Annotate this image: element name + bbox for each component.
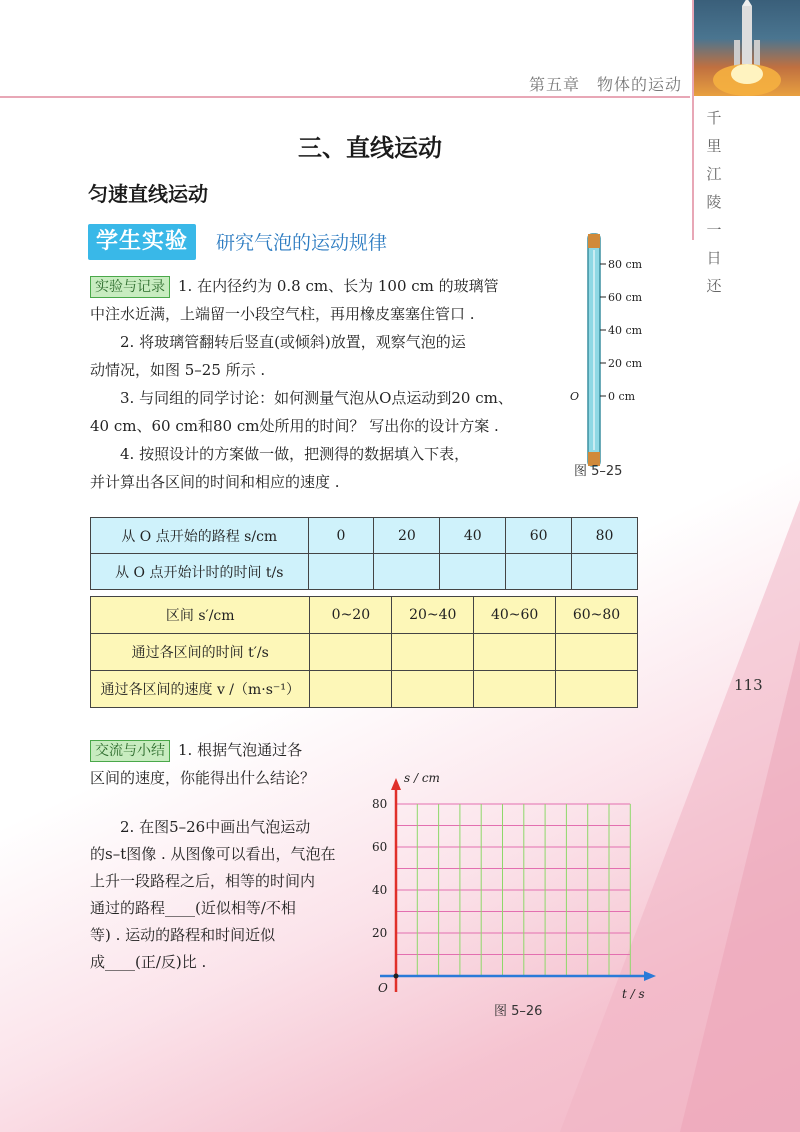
y-tick-label: 40 bbox=[372, 883, 388, 897]
table-cell[interactable] bbox=[474, 671, 556, 708]
glass-tube-figure bbox=[566, 232, 676, 482]
interval-table bbox=[90, 596, 638, 708]
mark-label: 60 cm bbox=[608, 291, 643, 304]
poem-char: 里 bbox=[706, 137, 722, 155]
origin-label: O bbox=[570, 390, 580, 403]
poem-char: 千 bbox=[706, 109, 722, 127]
table-cell[interactable] bbox=[310, 671, 392, 708]
table-row bbox=[91, 554, 638, 590]
mark-label: 20 cm bbox=[608, 357, 643, 370]
table-row bbox=[91, 671, 638, 708]
discussion-q2 bbox=[90, 814, 356, 976]
step1-line: 实验与记录 1. 在内径约为 0.8 cm、长为 100 cm 的玻璃管 bbox=[90, 272, 550, 300]
step2-line: 2. 将玻璃管翻转后竖直(或倾斜)放置，观察气泡的运 bbox=[120, 333, 466, 351]
y-axis-label: s / cm bbox=[404, 771, 440, 785]
st-graph bbox=[360, 764, 670, 1014]
y-tick-label: 20 bbox=[372, 926, 388, 940]
table-cell: 60 bbox=[506, 518, 572, 554]
table-cell[interactable] bbox=[440, 554, 506, 590]
table-cell: 20~40 bbox=[392, 597, 474, 634]
q1-line: 交流与小结 1. 根据气泡通过各 bbox=[90, 736, 360, 764]
table-row bbox=[91, 597, 638, 634]
table-cell: 从 O 点开始计时的时间 t/s bbox=[91, 554, 309, 590]
page-number: 113 bbox=[734, 676, 763, 694]
rubber-stopper bbox=[588, 234, 600, 248]
table-cell: 通过各区间的速度 v /（m·s⁻¹） bbox=[91, 671, 310, 708]
table-cell: 40 bbox=[440, 518, 506, 554]
x-axis-arrow bbox=[644, 971, 656, 981]
table-cell[interactable] bbox=[392, 671, 474, 708]
header-rule bbox=[0, 96, 690, 98]
mark-label: 40 cm bbox=[608, 324, 643, 337]
table-cell[interactable] bbox=[556, 634, 638, 671]
poem-char: 日 bbox=[706, 249, 722, 267]
table-cell[interactable] bbox=[310, 634, 392, 671]
figure-caption-5-26: 图 5–26 bbox=[494, 1004, 543, 1019]
table-cell: 从 O 点开始的路程 s/cm bbox=[91, 518, 309, 554]
section-title: 三、直线运动 bbox=[298, 134, 442, 162]
q2-line: 通过的路程____(近似相等/不相 bbox=[90, 899, 296, 917]
chapter-header: 第五章 物体的运动 bbox=[528, 75, 682, 94]
section-subtitle: 匀速直线运动 bbox=[88, 182, 208, 206]
step1-line: 中注水近满，上端留一小段空气柱，再用橡皮塞塞住管口 . bbox=[90, 305, 475, 323]
y-axis-arrow bbox=[391, 778, 401, 790]
step4-line: 并计算出各区间的时间和相应的速度 . bbox=[90, 473, 340, 491]
student-experiment-badge: 学生实验 bbox=[88, 224, 196, 260]
figure-caption-5-25: 图 5–25 bbox=[574, 464, 623, 479]
y-tick-label: 80 bbox=[372, 797, 388, 811]
q2-line: 成____(正/反)比 . bbox=[90, 953, 207, 971]
poem-char: 陵 bbox=[706, 193, 722, 211]
table-cell: 40~60 bbox=[474, 597, 556, 634]
table-cell: 60~80 bbox=[556, 597, 638, 634]
poem-char: 还 bbox=[706, 277, 722, 295]
mark-label: 0 cm bbox=[608, 390, 636, 403]
step2-line: 动情况，如图 5–25 所示 . bbox=[90, 361, 266, 379]
record-tag: 实验与记录 bbox=[90, 276, 170, 298]
x-axis-label: t / s bbox=[622, 987, 645, 1001]
table-cell: 80 bbox=[572, 518, 638, 554]
table-cell[interactable] bbox=[308, 554, 374, 590]
q2-line: 2. 在图5–26中画出气泡运动 bbox=[120, 818, 311, 836]
q2-line: 上升一段路程之后，相等的时间内 bbox=[90, 872, 316, 890]
sidebar-divider bbox=[692, 0, 694, 240]
rocket-launch-photo bbox=[694, 0, 800, 96]
table-cell: 0 bbox=[308, 518, 374, 554]
poem-char: 一 bbox=[706, 221, 722, 239]
step4-line: 4. 按照设计的方案做一做，把测得的数据填入下表， bbox=[120, 445, 470, 463]
q2-line: 的s–t图像 . 从图像可以看出，气泡在 bbox=[90, 845, 336, 863]
table-cell[interactable] bbox=[556, 671, 638, 708]
table-cell: 0~20 bbox=[310, 597, 392, 634]
table-cell: 通过各区间的时间 t′/s bbox=[91, 634, 310, 671]
experiment-title: 研究气泡的运动规律 bbox=[216, 232, 388, 254]
discussion-q1 bbox=[90, 736, 360, 792]
time-table bbox=[90, 517, 638, 590]
table-cell: 20 bbox=[374, 518, 440, 554]
q2-line: 等) . 运动的路程和时间近似 bbox=[90, 926, 276, 944]
table-cell[interactable] bbox=[392, 634, 474, 671]
table-cell[interactable] bbox=[474, 634, 556, 671]
mark-label: 80 cm bbox=[608, 258, 643, 271]
y-tick-label: 60 bbox=[372, 840, 388, 854]
table-cell[interactable] bbox=[572, 554, 638, 590]
table-cell: 区间 s′/cm bbox=[91, 597, 310, 634]
experiment-steps bbox=[90, 272, 550, 496]
table-row bbox=[91, 634, 638, 671]
table-cell[interactable] bbox=[374, 554, 440, 590]
summary-tag: 交流与小结 bbox=[90, 740, 170, 762]
origin-label: O bbox=[378, 981, 388, 995]
step3-line: 40 cm、60 cm和80 cm处所用的时间？ 写出你的设计方案 . bbox=[90, 417, 499, 435]
table-row bbox=[91, 518, 638, 554]
step3-line: 3. 与同组的同学讨论：如何测量气泡从O点运动到20 cm、 bbox=[120, 389, 513, 407]
poem-char: 江 bbox=[706, 165, 722, 183]
table-cell[interactable] bbox=[506, 554, 572, 590]
q1-line: 区间的速度，你能得出什么结论？ bbox=[90, 769, 316, 787]
